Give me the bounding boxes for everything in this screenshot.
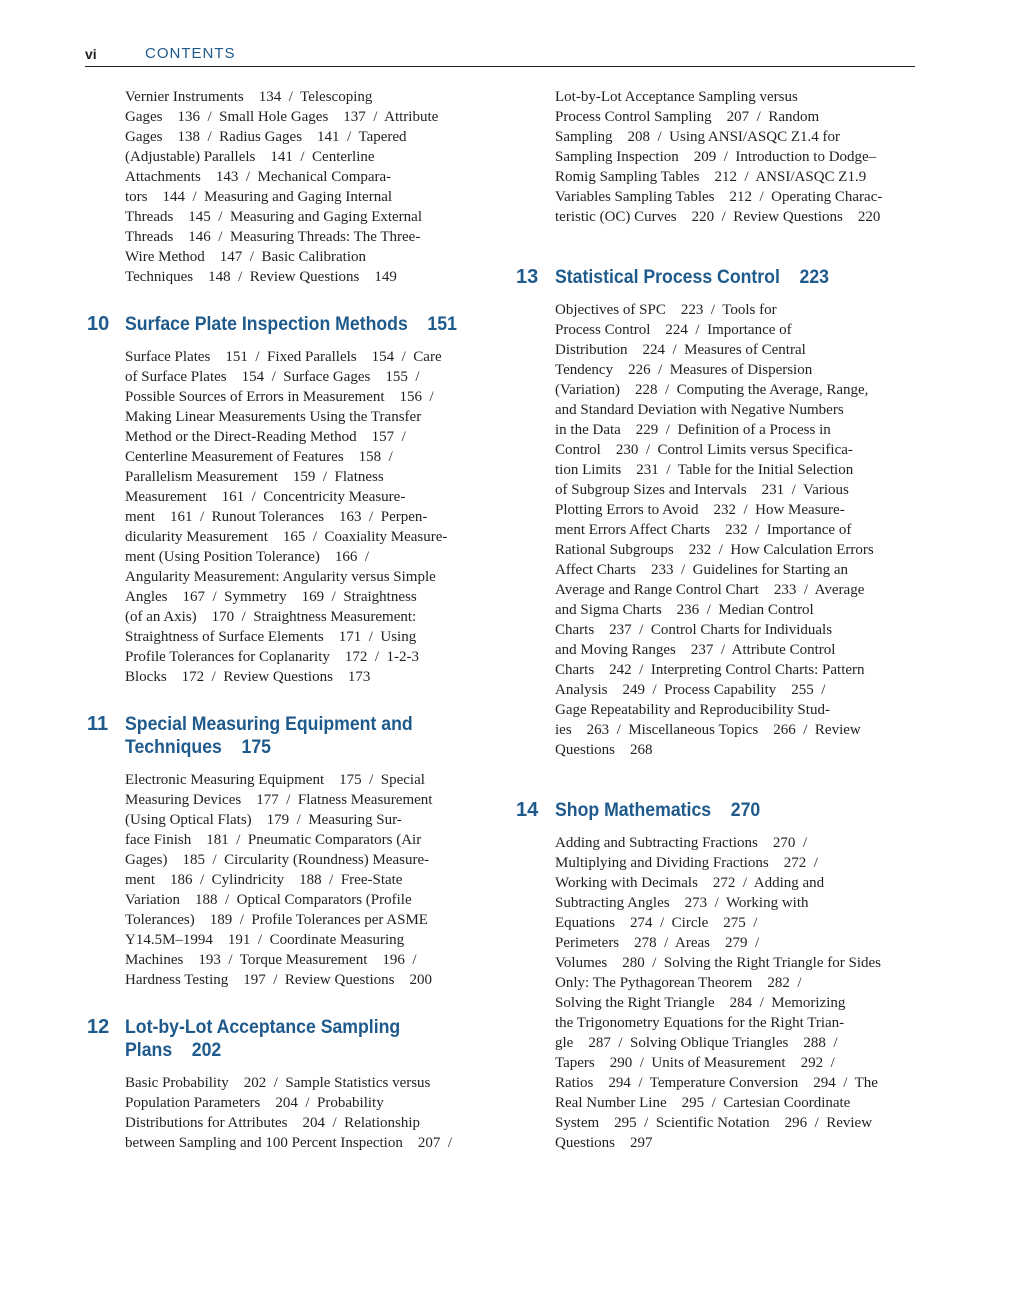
- page-number: vi: [85, 46, 97, 62]
- chapter-12-entries: Basic Probability 202 / Sample Statistics versus Population Parameters 204 / Probability Distributions for Attributes 204 / Relationship between Sampling and 100 Percent Inspection 207 /: [125, 1075, 453, 1151]
- chapter-12-number: 12: [87, 1016, 110, 1038]
- chapter-14-entries: Adding and Subtracting Fractions 270 / Multiplying and Dividing Fractions 272 / Working with Decimals 272 / Adding and Subtracting Angles 273 / Working with Equations 274 / Circle 275 / Perimeters 278 / Areas 279 / Volumes 280 / Solving the Right Triangle for Sides Only: The Pythagorean Theorem 282 / Solving the Right Triangle 284 / Memorizing the Trigonometry Equations for the Right Trian- gle 287 / Solving Oblique Triangles 288 / Tapers 290 / Units of Measurement 292 / Ratios 294 / Temperature Conversion 294 / The Real Number Line 295 / Cartesian Coordinate System 295 / Scientific Notation 296 / Review Questions 297: [555, 835, 881, 1151]
- chapter-10-entries: Surface Plates 151 / Fixed Parallels 154 / Care of Surface Plates 154 / Surface Gages 155 / Possible Sources of Errors in Measurement 156 / Making Linear Measurements Using the Transfer Method or the Direct-Reading Method 157 / Centerline Measurement of Features 158 / Parallelism Measurement 159 / Flatness Measurement 161 / Concentricity Measure- ment 161 / Runout Tolerances 163 / Perpen- dicularity Measurement 165 / Coaxiality Measure- ment (Using Position Tolerance) 166 / Angularity Measurement: Angularity versus Simple Angles 167 / Symmetry 169 / Straightness (of an Axis) 170 / Straightness Measurement: Straightness of Surface Elements 171 / Using Profile Tolerances for Coplanarity 172 / 1-2-3 Blocks 172 / Review Questions 173: [125, 349, 448, 685]
- chapter-14-title: Shop Mathematics 270: [555, 800, 761, 821]
- chapter-9-continuation-entries: Vernier Instruments 134 / Telescoping Gages 136 / Small Hole Gages 137 / Attribute Gages 138 / Radius Gages 141 / Tapered (Adjustable) Parallels 141 / Centerline Attachments 143 / Mechanical Compara- tors 144 / Measuring and Gaging Internal Threads 145 / Measuring and Gaging External Threads 146 / Measuring Threads: The Three- Wire Method 147 / Basic Calibration Techniques 148 / Review Questions 149: [125, 89, 439, 285]
- chapter-13-entries: Objectives of SPC 223 / Tools for Process Control 224 / Importance of Distribution 224 / Measures of Central Tendency 226 / Measures of Dispersion (Variation) 228 / Computing the Average, Range, and Standard Deviation with Negative Numbers in the Data 229 / Definition of a Process in Control 230 / Control Limits versus Specifica- tion Limits 231 / Table for the Initial Selection of Subgroup Sizes and Intervals 231 / Various Plotting Errors to Avoid 232 / How Measure- ment Errors Affect Charts 232 / Importance of Rational Subgroups 232 / How Calculation Errors Affect Charts 233 / Guidelines for Starting an Average and Range Control Chart 233 / Average and Sigma Charts 236 / Median Control Charts 237 / Control Charts for Individuals and Moving Ranges 237 / Attribute Control Charts 242 / Interpreting Control Charts: Pattern Analysis 249 / Process Capability 255 / Gage Repeatability and Reproducibility Stud- ies 263 / Miscellaneous Topics 266 / Review Questions 268: [555, 302, 874, 758]
- chapter-10-title: Surface Plate Inspection Methods 151: [125, 314, 457, 335]
- chapter-14-number: 14: [516, 799, 539, 821]
- chapter-13-title: Statistical Process Control 223: [555, 267, 830, 288]
- chapter-11-entries: Electronic Measuring Equipment 175 / Special Measuring Devices 177 / Flatness Measurement (Using Optical Flats) 179 / Measuring Sur- face Finish 181 / Pneumatic Comparators (Air Gages) 185 / Circularity (Roundness) Measure- ment 186 / Cylindricity 188 / Free-State Variation 188 / Optical Comparators (Profile Tolerances) 189 / Profile Tolerances per ASME Y14.5M–1994 191 / Coordinate Measuring Machines 193 / Torque Measurement 196 / Hardness Testing 197 / Review Questions 200: [125, 772, 433, 988]
- chapter-13-number: 13: [516, 266, 539, 288]
- chapter-10-number: 10: [87, 313, 110, 335]
- chapter-11-number: 11: [87, 713, 109, 735]
- chapter-12-title: Lot-by-Lot Acceptance Sampling Plans 202: [125, 1017, 401, 1061]
- chapter-11-title: Special Measuring Equipment and Techniques 175: [125, 714, 413, 758]
- chapter-12-continuation-entries: Lot-by-Lot Acceptance Sampling versus Process Control Sampling 207 / Random Sampling 208 / Using ANSI/ASQC Z1.4 for Sampling Inspection 209 / Introduction to Dodge– Romig Sampling Tables 212 / ANSI/ASQC Z1.9 Variables Sampling Tables 212 / Operating Charac- teristic (OC) Curves 220 / Review Questions 220: [555, 89, 883, 225]
- running-head-title: CONTENTS: [145, 45, 236, 62]
- running-header: [85, 44, 915, 67]
